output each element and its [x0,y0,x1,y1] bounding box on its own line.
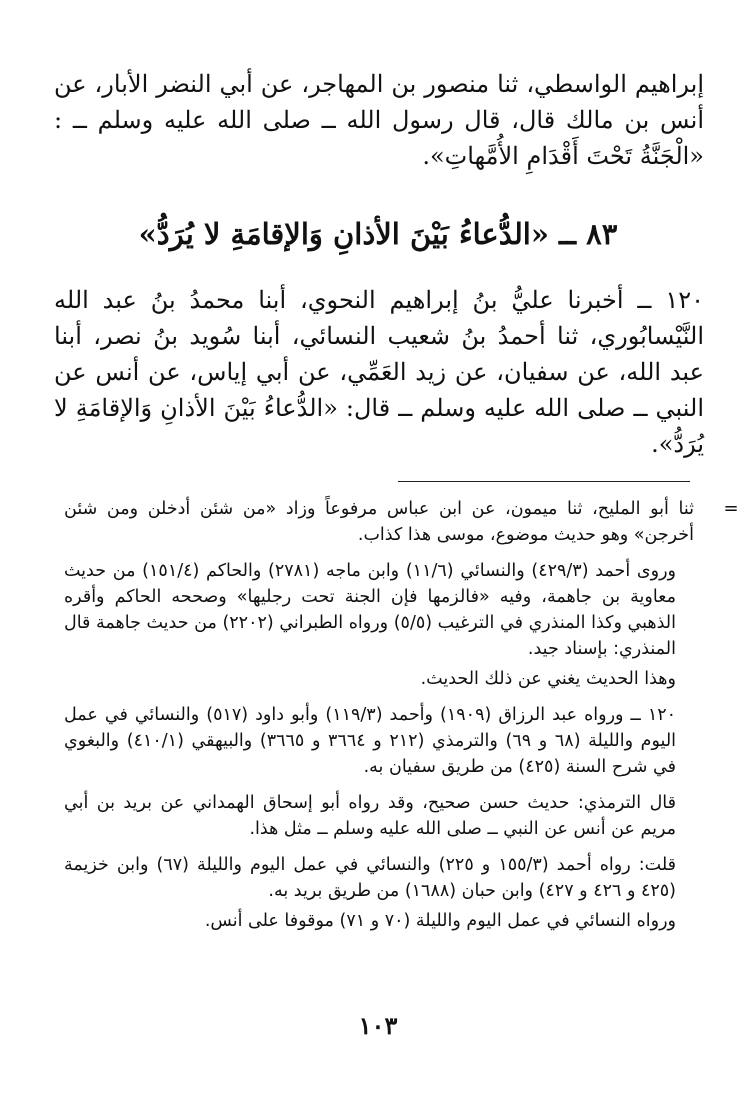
footnote-separator [398,481,690,482]
hadith-paragraph: ١٢٠ ــ أخبرنا عليُّ بنُ إبراهيم النحوي، أبنا محمدُ بنُ عبد الله النَّيْسابُوري، ثنا أحمدُ بنُ شعيب النسائي، أبنا سُويد بنُ نصر، أبنا عبد الله، عن سفيان، عن زيد العَمِّي، عن أبي إياس، عن أنس عن النبي ــ صلى الله عليه وسلم ــ قال: «الدُّعاءُ بَيْنَ الأذانِ وَالإقامَةِ لا يُرَدُّ». [54,286,704,458]
footnote-continuation [64,496,739,548]
footnote-paragraph: قلت: رواه أحمد (١٥٥/٣ و ٢٢٥) والنسائي في عمل اليوم والليلة (٦٧) وابن خزيمة (٤٢٥ و ٤٢٦ و ٤٢٧) وابن حبان (١٦٨٨) من طريق بريد به. [64,855,676,901]
footnote-text: ثنا أبو المليح، ثنا ميمون، عن ابن عباس مرفوعاً وزاد «من شئن أدخلن ومن شئن أخرجن» وهو حديث موضوع، موسى هذا كذاب. [64,499,694,545]
page-number: ١٠٣ [358,1011,398,1040]
continuation-marker: = [723,498,739,519]
intro-paragraph: إبراهيم الواسطي، ثنا منصور بن المهاجر، عن أبي النضر الأبار، عن أنس بن مالك قال، قال رسول الله ــ صلى الله عليه وسلم ــ : «الْجَنَّةُ تَحْتَ أَقْدَامِ الأُمَّهاتِ». [54,70,704,170]
footnote-paragraph: ١٢٠ ــ ورواه عبد الرزاق (١٩٠٩) وأحمد (١١٩/٣) وأبو داود (٥١٧) والنسائي في عمل اليوم والليلة (٦٨ و ٦٩) والترمذي (٢١٢ و ٣٦٦٤ و ٣٦٦٥) والبيهقي (٤١٠/١) والبغوي في شرح السنة (٤٢٥) من طريق سفيان به. [64,705,677,777]
footnote-paragraph: قال الترمذي: حديث حسن صحيح، وقد رواه أبو إسحاق الهمداني عن بريد بن أبي مريم عن أنس عن النبي ــ صلى الله عليه وسلم ــ مثل هذا. [64,793,676,839]
chapter-heading: ٨٣ ــ «الدُّعاءُ بَيْنَ الأذانِ وَالإقامَةِ لا يُرَدُّ» [138,217,618,251]
footnote-paragraph: ورواه النسائي في عمل اليوم والليلة (٧٠ و ٧١) موقوفا على أنس. [204,911,676,931]
footnote-paragraph: وروى أحمد (٤٢٩/٣) والنسائي (١١/٦) وابن ماجه (٢٧٨١) والحاكم (١٥١/٤) من حديث معاوية بن جاهمة، وفيه «فالزمها فإن الجنة تحت رجليها» وصححه الحاكم وأقره الذهبي وكذا المنذري في الترغيب (٥/٥) ورواه الطبراني (٢٢٠٢) من حديث جاهمة قال المنذري: بإسناد جيد. [64,561,677,659]
footnotes-section [64,496,739,944]
footnote-paragraph: وهذا الحديث يغني عن ذلك الحديث. [420,669,676,689]
